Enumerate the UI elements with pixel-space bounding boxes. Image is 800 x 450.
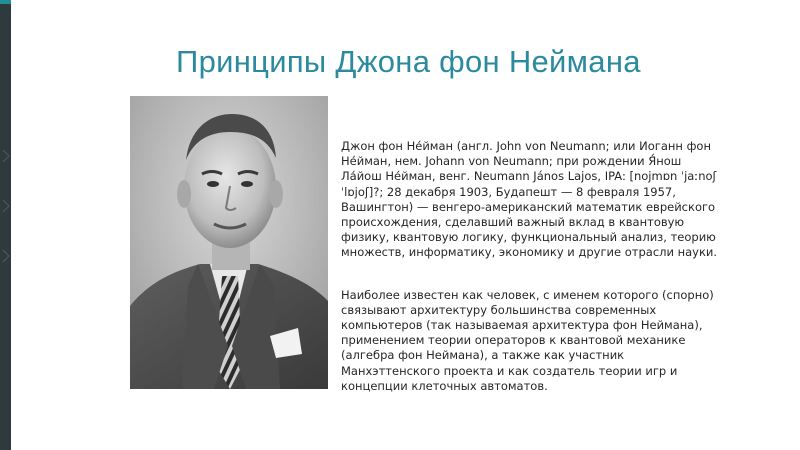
achievements-paragraph: Наиболее известен как человек, с именем которого (спорно) связывают архитектуру большинства современных компьютеров (так называемая архитектура фон Неймана), применением теории операторов к квантовой механике (алгебра фон Неймана), а также как участник Манхэттенского проекта и как создатель теории игр и концепции клеточных автоматов. (341, 287, 714, 393)
portrait-photo (130, 96, 328, 389)
corner-accent (0, 0, 11, 4)
arrow-decor-icon (2, 140, 11, 280)
slide-title: Принципы Джона фон Неймана (176, 44, 641, 79)
biography-paragraph: Джон фон Не́йман (англ. John von Neumann; или Иоганн фон Не́йман, нем. Johann von Neumann; при рождении Я́нош Ла́йош Не́йман, венг. Neumann János Lajos, IPA: [nojmɒn ˈjaːnoʃ ˈlɒjoʃ]?; 28 декабря 1903, Будапешт — 8 февраля 1957, Вашингтон) — венгеро-американский математик еврейского происхождения, сделавший важный вклад в квантовую физику, квантовую логику, функциональный анализ, теорию множеств, информатику, экономику и другие отрасли науки. (341, 139, 718, 260)
body-text (341, 139, 781, 394)
